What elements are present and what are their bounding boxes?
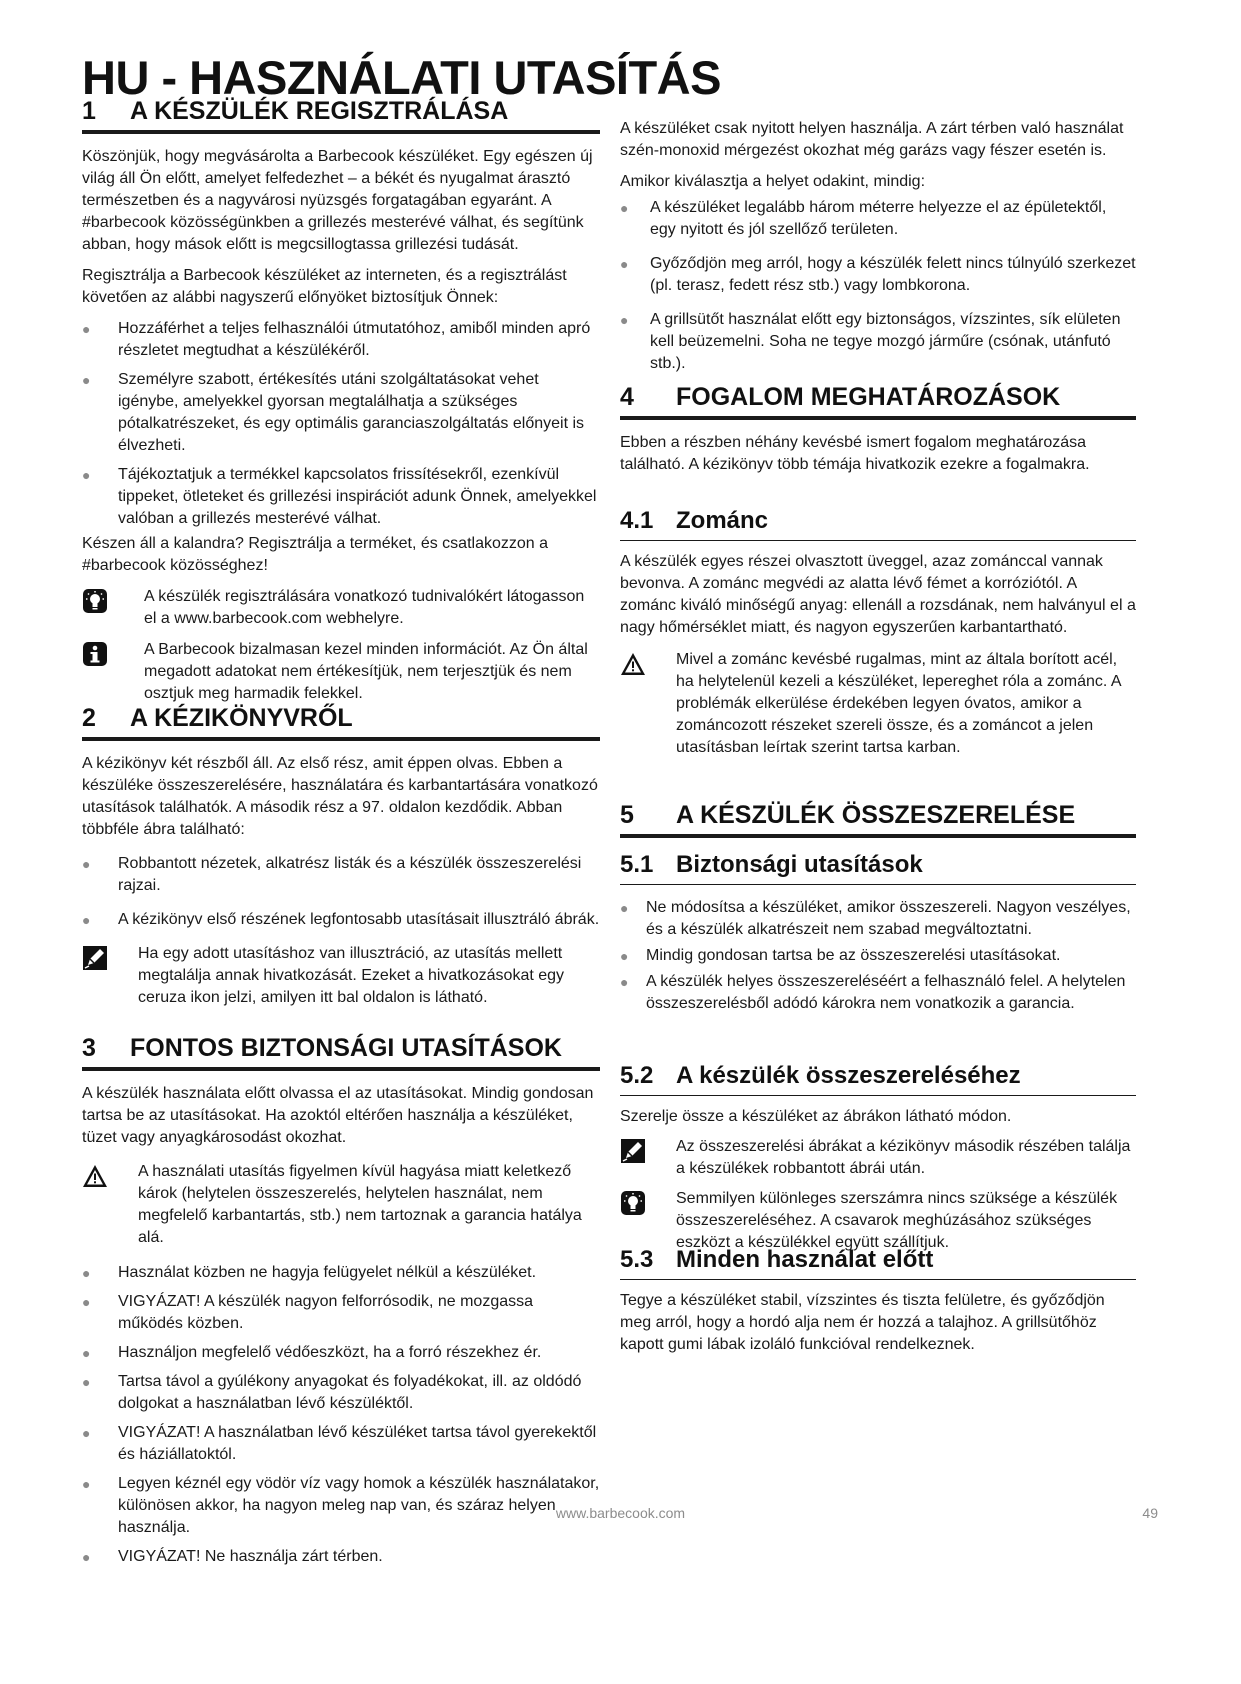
section-title: A KÉSZÜLÉK ÖSSZESZERELÉSE xyxy=(676,801,1076,829)
warning-note: A használati utasítás figyelmen kívül hagyása miatt keletkező károk (helytelen összeszerelés, helytelen használat, nem megfelelő karbantartás, stb.) nem tartoznak a garancia hatálya alá. xyxy=(82,1161,600,1249)
paragraph: Ebben a részben néhány kevésbé ismert fogalom meghatározása található. A kézikönyv több témája hivatkozik ezekre a fogalmakra. xyxy=(620,434,1090,473)
info-icon xyxy=(82,641,108,667)
section-4-1 xyxy=(620,507,1136,759)
pencil-icon xyxy=(82,945,108,971)
lightbulb-icon xyxy=(82,588,108,614)
list-item: ● VIGYÁZAT! Ne használja zárt térben. xyxy=(82,1548,383,1565)
section-number: 3 xyxy=(82,1034,96,1062)
section-number: 1 xyxy=(82,97,96,125)
list-item: ● Ne módosítsa a készüléket, amikor összeszereli. Nagyon veszélyes, és a készülék alkatrészeit nem szabad megváltoztatni. xyxy=(620,899,1131,938)
section-5-2 xyxy=(620,1062,1136,1254)
list-item: ● Tartsa távol a gyúlékony anyagokat és folyadékokat, ill. az oldódó dolgokat a használatban lévő készüléktől. xyxy=(82,1373,582,1412)
pencil-note: Ha egy adott utasításhoz van illusztráció, az utasítás mellett megtalálja annak hivatkozását. Ezeket a hivatkozásokat egy ceruza ikon jelzi, amilyen itt bal oldalon is látható. xyxy=(82,943,600,1009)
section-title: A KÉZIKÖNYVRŐL xyxy=(130,704,353,732)
section-2 xyxy=(82,704,600,1009)
section-title: Biztonsági utasítások xyxy=(676,851,923,878)
page-number: 49 xyxy=(1142,1505,1158,1521)
list-item: ● Mindig gondosan tartsa be az összeszerelési utasításokat. xyxy=(620,947,1061,964)
section-title: A készülék összeszereléséhez xyxy=(676,1062,1021,1089)
section-number: 5 xyxy=(620,801,634,829)
list-item: ● Személyre szabott, értékesítés utáni szolgáltatásokat vehet igénybe, amelyekkel gyorsan megtalálhatja a szükséges pótalkatrészeket, és egy optimális garanciaszolgáltatás előnyeit is élvezheti. xyxy=(82,371,585,454)
tip-note: A készülék regisztrálására vonatkozó tudnivalókért látogasson el a www.barbecook.com webhelyre. xyxy=(82,586,600,630)
page-title: HU - HASZNÁLATI UTASÍTÁS xyxy=(82,51,721,104)
subsection-heading xyxy=(620,507,1136,541)
section-number: 4 xyxy=(620,383,634,411)
list-item: ● Hozzáférhet a teljes felhasználói útmutatóhoz, amiből minden apró részletet megtudhat a készülékéről. xyxy=(82,320,591,359)
list-item: ● A kézikönyv első részének legfontosabb utasításait illusztráló ábrák. xyxy=(82,911,600,928)
info-note: A Barbecook bizalmasan kezel minden információt. Az Ön által megadott adatokat nem értékesítjük, nem terjesztjük és nem osztjuk meg harmadik felekkel. xyxy=(82,639,600,705)
pencil-icon xyxy=(620,1138,646,1164)
section-5 xyxy=(620,801,1136,838)
list-item: ● Győződjön meg arról, hogy a készülék felett nincs túlnyúló szerkezet (pl. terasz, fedett rész stb.) vagy lombkorona. xyxy=(620,255,1136,294)
section-number: 5.2 xyxy=(620,1062,654,1089)
list-item: ● Legyen kéznél egy vödör víz vagy homok a készülék használatakor, különösen akkor, ha nagyon meleg nap van, és száraz helyen használja. xyxy=(82,1475,600,1536)
list-item: ● Tájékoztatjuk a termékkel kapcsolatos frissítésekről, ezenkívül tippeket, ötleteket és grillezési inspirációt adunk Önnek, amelyekkel valóban a grillezés mesterévé válhat. xyxy=(82,466,597,527)
list-item: ● A készülék helyes összeszereléséért a felhasználó felel. A helytelen összeszerelésből adódó károkra nem vonatkozik a garancia. xyxy=(620,973,1126,1012)
footer-url: www.barbecook.com xyxy=(555,1505,686,1521)
section-5-1 xyxy=(620,851,1136,1019)
paragraph: A készüléket csak nyitott helyen használja. A zárt térben való használat szén-monoxid mérgezést okozhat még garázs vagy fészer esetén is. xyxy=(620,120,1124,159)
lightbulb-icon xyxy=(620,1190,646,1216)
paragraph: Készen áll a kalandra? Regisztrálja a terméket, és csatlakozzon a #barbecook közösséghez! xyxy=(82,535,549,574)
pencil-note: Az összeszerelési ábrákat a kézikönyv második részében találja a készülékek robbantott ábrái után. xyxy=(620,1136,1136,1180)
bullet-list xyxy=(620,897,1136,1015)
section-heading xyxy=(82,704,600,741)
list-item: ● VIGYÁZAT! A használatban lévő készüléket tartsa távol gyerekektől és háziállatoktól. xyxy=(82,1424,597,1463)
list-item: ● Használjon megfelelő védőeszközt, ha a forró részekhez ér. xyxy=(82,1344,542,1361)
section-heading xyxy=(82,97,600,134)
list-item: ● A készüléket legalább három méterre helyezze el az épületektől, egy nyitott és jól szellőző területen. xyxy=(620,199,1107,238)
section-heading xyxy=(620,801,1136,838)
bullet-list xyxy=(82,318,600,530)
paragraph: A készülék használata előtt olvassa el az utasításokat. Mindig gondosan tartsa be az utasításokat. Ha azoktól eltérően használja a készüléket, tüzet vagy anyagkárosodást okozhat. xyxy=(82,1085,594,1146)
paragraph: Regisztrálja a Barbecook készüléket az interneten, és a regisztrálást követően az alábbi nagyszerű előnyöket biztosítjuk Önnek: xyxy=(82,267,567,306)
section-title: Zománc xyxy=(676,507,769,534)
list-item: ● Használat közben ne hagyja felügyelet nélkül a készüléket. xyxy=(82,1264,537,1281)
section-number: 4.1 xyxy=(620,507,654,534)
warning-note: Mivel a zománc kevésbé rugalmas, mint az általa borított acél, ha helytelenül kezeli a készüléket, lepereghet róla a zománc. A problémák elkerülése érdekében legyen óvatos, amikor a zománcozott részeket szereli össze, és a zománcot a jelen utasításban leírtak szerint tartsa karban. xyxy=(620,649,1136,759)
warning-icon xyxy=(82,1163,108,1189)
list-item: ● VIGYÁZAT! A készülék nagyon felforrósodik, ne mozgassa működés közben. xyxy=(82,1293,534,1332)
paragraph: Amikor kiválasztja a helyet odakint, mindig: xyxy=(620,173,926,190)
paragraph: A kézikönyv két részből áll. Az első rész, amit éppen olvas. Ebben a készüléke összeszerelésére, használatára és karbantartására vonatkozó utasítások találhatók. A második rész a 97. oldalon kezdődik. Abban többféle ábra található: xyxy=(82,755,598,838)
subsection-heading xyxy=(620,851,1136,885)
section-5-3 xyxy=(620,1246,1136,1356)
section-title: A KÉSZÜLÉK REGISZTRÁLÁSA xyxy=(130,97,509,125)
list-item: ● A grillsütőt használat előtt egy biztonságos, vízszintes, sík elületen kell beüzemelni. Soha ne tegye mozgó járműre (csónak, utánfutó stb.). xyxy=(620,311,1121,372)
section-title: Minden használat előtt xyxy=(676,1246,934,1273)
bullet-list xyxy=(82,853,600,931)
section-3-continued xyxy=(620,118,1136,387)
warning-icon xyxy=(620,651,646,677)
paragraph: Tegye a készüléket stabil, vízszintes és tiszta felületre, és győződjön meg arról, hogy a hordó alja nem ér hozzá a talajhoz. A grillsütőhöz kapott gumi lábak izoláló funkcióval rendelkeznek. xyxy=(620,1292,1105,1353)
section-number: 5.3 xyxy=(620,1246,654,1273)
section-number: 2 xyxy=(82,704,96,732)
paragraph: A készülék egyes részei olvasztott üveggel, azaz zománccal vannak bevonva. A zománc megvédi az alatta lévő fémet a korróziótól. A zománc kiváló minőségű anyag: ellenáll a rozsdának, nem halványul el a nagy hőmérséklet miatt, és nagyon egyszerűen karbantartható. xyxy=(620,553,1136,636)
bullet-list xyxy=(82,1262,600,1568)
section-4 xyxy=(620,383,1136,476)
section-title: FONTOS BIZTONSÁGI UTASÍTÁSOK xyxy=(130,1034,562,1062)
paragraph: Köszönjük, hogy megvásárolta a Barbecook készüléket. Egy egészen új világ áll Ön előtt, amelyet felfedezhet – a békét és nyugalmat árasztó természetben és a nagyvárosi nyüzsgés forgatagában egyaránt. A #barbecook közösségünkben a grillezés mesterévé válhat, és segítünk abban, hogy mások előtt is megcsillogtassa grillezési tudását. xyxy=(82,148,593,253)
section-heading xyxy=(620,383,1136,420)
list-item: ● Robbantott nézetek, alkatrész listák és a készülék összeszerelési rajzai. xyxy=(82,855,582,894)
subsection-heading xyxy=(620,1062,1136,1096)
tip-note: Semmilyen különleges szerszámra nincs szüksége a készülék összeszereléséhez. A csavarok meghúzásához szükséges eszközt a készülékkel együtt szállítjuk. xyxy=(620,1188,1136,1254)
paragraph: Szerelje össze a készüléket az ábrákon látható módon. xyxy=(620,1108,1012,1125)
section-title: FOGALOM MEGHATÁROZÁSOK xyxy=(676,383,1061,411)
section-heading xyxy=(82,1034,600,1071)
subsection-heading xyxy=(620,1246,1136,1280)
bullet-list xyxy=(620,197,1136,375)
section-number: 5.1 xyxy=(620,851,654,878)
section-3 xyxy=(82,1034,600,1575)
section-1 xyxy=(82,97,600,705)
